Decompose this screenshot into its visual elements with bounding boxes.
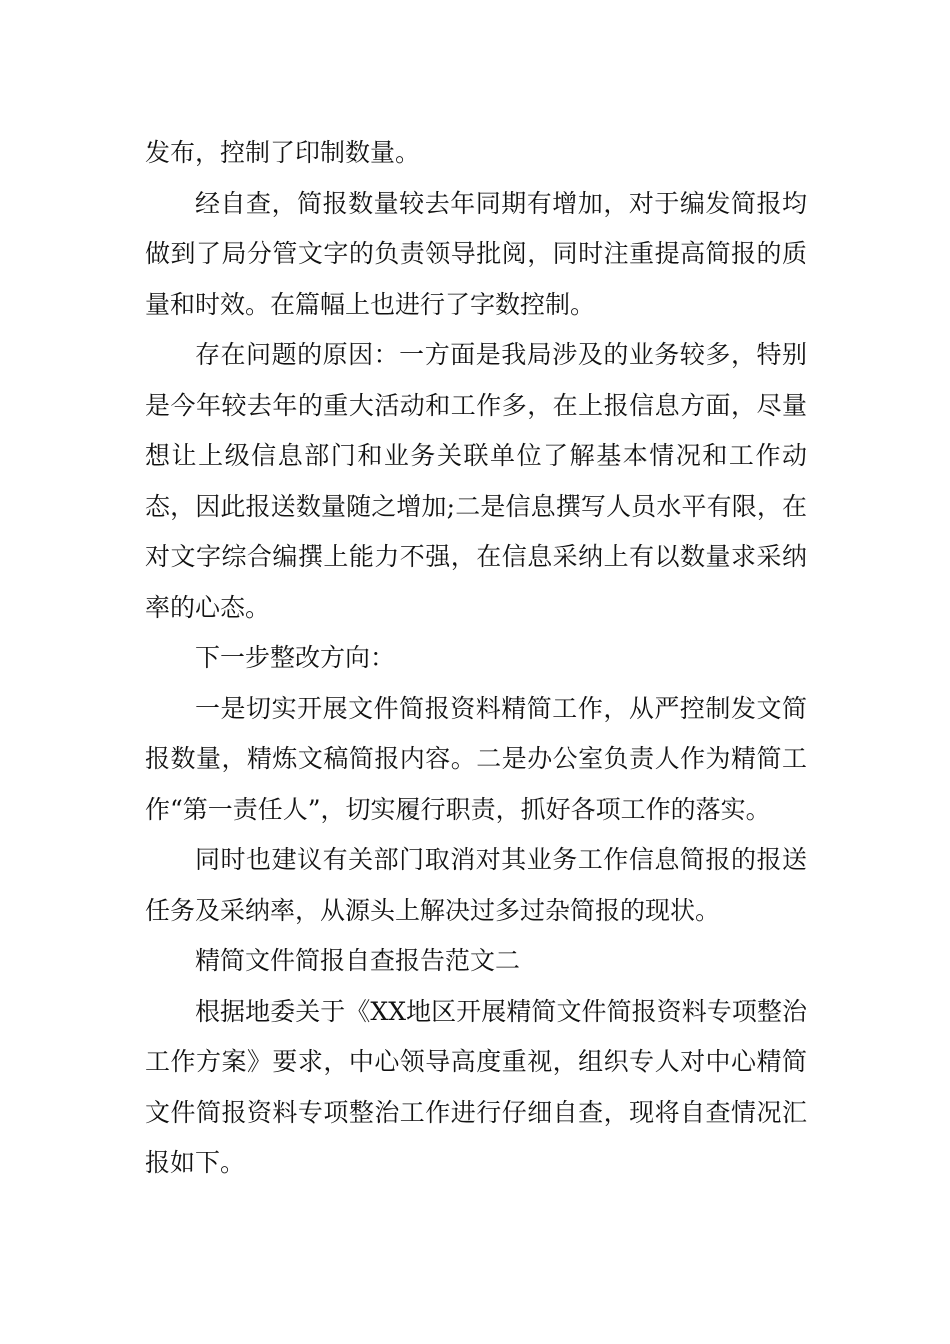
paragraph-7: 根据地委关于《XX地区开展精简文件简报资料专项整治工作方案》要求，中心领导高度重视，组织专人对中心精简文件简报资料专项整治工作进行仔细自查，现将自查情况汇报如下。: [145, 996, 807, 1177]
paragraph-6: 同时也建议有关部门取消对其业务工作信息简报的报送任务及采纳率，从源头上解决过多过杂简报的现状。: [145, 845, 807, 925]
paragraph-1: 发布，控制了印制数量。: [145, 138, 421, 167]
paragraph-2: 经自查，简报数量较去年同期有增加，对于编发简报均做到了局分管文字的负责领导批阅，同时注重提高简报的质量和时效。在篇幅上也进行了字数控制。: [145, 188, 807, 319]
paragraph-4: 下一步整改方向：: [195, 643, 396, 672]
paragraph-3: 存在问题的原因：一方面是我局涉及的业务较多，特别是今年较去年的重大活动和工作多，在上报信息方面，尽量想让上级信息部门和业务关联单位了解基本情况和工作动态，因此报送数量随之增加;二是信息撰写人员水平有限，在对文字综合编撰上能力不强，在信息采纳上有以数量求采纳率的心态。: [145, 340, 807, 622]
section-heading: 精简文件简报自查报告范文二: [195, 946, 521, 975]
paragraph-5: 一是切实开展文件简报资料精简工作，从严控制发文简报数量，精炼文稿简报内容。二是办公室负责人作为精简工作“第一责任人”，切实履行职责，抓好各项工作的落实。: [145, 693, 807, 824]
document-page: [145, 128, 807, 1189]
